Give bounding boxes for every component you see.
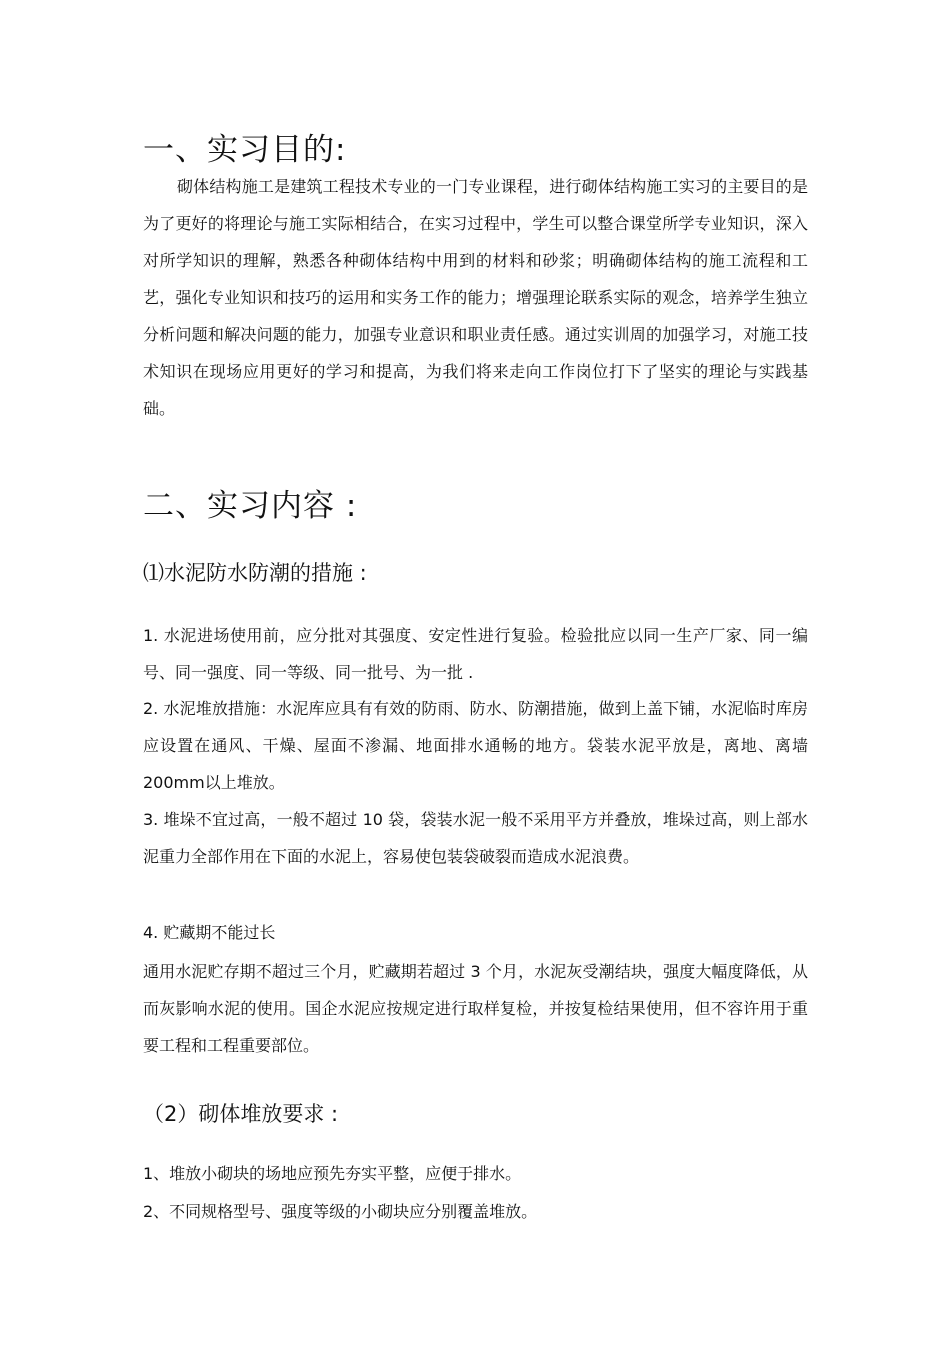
subsection-heading-cement: ⑴水泥防水防潮的措施 :	[143, 561, 367, 585]
masonry-item-2: 2、不同规格型号、强度等级的小砌块应分别覆盖堆放。	[143, 1202, 538, 1221]
purpose-paragraph: 砌体结构施工是建筑工程技术专业的一门专业课程，进行砌体结构施工实习的主要目的是为了更好的将理论与施工实际相结合，在实习过程中，学生可以整合课堂所学专业知识，深入对所学知识的理解，熟悉各种砌体结构中用到的材料和砂浆；明确砌体结构的施工流程和工艺，强化专业知识和技巧的运用和实务工作的能力；增强理论联系实际的观念，培养学生独立分析问题和解决问题的能力，加强专业意识和职业责任感。通过实训周的加强学习，对施工技术知识在现场应用更好的学习和提高，为我们将来走向工作岗位打下了坚实的理论与实践基础。	[143, 177, 808, 418]
section-heading-content: 二、实习内容 :	[143, 488, 358, 524]
cement-item-4: 4. 贮藏期不能过长	[143, 923, 276, 942]
masonry-item-1: 1、堆放小砌块的场地应预先夯实平整，应便于排水。	[143, 1164, 522, 1183]
cement-item-2: 2. 水泥堆放措施：水泥库应具有有效的防雨、防水、防潮措施，做到上盖下铺，水泥临时库房应设置在通风、干燥、屋面不渗漏、地面排水通畅的地方。袋装水泥平放是，离地、离墙 200mm以上堆放。	[143, 699, 808, 792]
subsection-heading-masonry: （2）砌体堆放要求 :	[143, 1102, 339, 1126]
cement-storage-note: 通用水泥贮存期不超过三个月，贮藏期若超过 3 个月，水泥灰受潮结块，强度大幅度降低，从而灰影响水泥的使用。国企水泥应按规定进行取样复检，并按复检结果使用，但不容许用于重要工程和工程重要部位。	[143, 962, 808, 1055]
cement-item-1: 1. 水泥进场使用前，应分批对其强度、安定性进行复验。检验批应以同一生产厂家、同一编号、同一强度、同一等级、同一批号、为一批 .	[143, 626, 808, 682]
section-heading-purpose: 一、实习目的:	[143, 132, 347, 168]
cement-item-3: 3. 堆垛不宜过高，一般不超过 10 袋，袋装水泥一般不采用平方并叠放，堆垛过高，则上部水泥重力全部作用在下面的水泥上，容易使包装袋破裂而造成水泥浪费。	[143, 810, 808, 866]
